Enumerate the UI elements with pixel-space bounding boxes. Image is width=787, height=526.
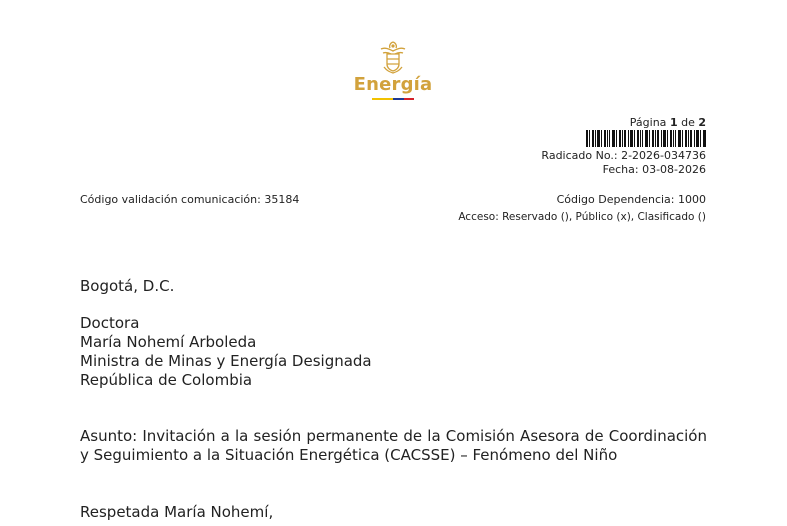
page-counter: [630, 116, 706, 129]
page-label: Página: [629, 116, 667, 129]
city-line: Bogotá, D.C.: [80, 277, 175, 295]
coat-of-arms-icon: [377, 40, 409, 74]
validation-code: Código validación comunicación: 35184: [80, 193, 300, 206]
barcode: [586, 130, 706, 147]
radicado-number: Radicado No.: 2-2026-034736: [541, 149, 706, 162]
addressee-block: [80, 314, 372, 390]
document-date: Fecha: 03-08-2026: [602, 163, 706, 176]
page-current: 1: [669, 116, 678, 129]
salutation: Respetada María Nohemí,: [80, 503, 274, 521]
flag-yellow: [372, 98, 393, 100]
addressee-name: María Nohemí Arboleda: [80, 333, 257, 351]
addressee-position: Ministra de Minas y Energía Designada: [80, 352, 372, 370]
flag-blue: [393, 98, 404, 100]
brand-name: Energía: [353, 74, 433, 95]
header-logo: [353, 40, 433, 100]
dependency-code: Código Dependencia: 1000: [556, 193, 706, 206]
addressee-title: Doctora: [80, 314, 140, 332]
subject-line: Asunto: Invitación a la sesión permanente de la Comisión Asesora de Coordinación y Seguimiento a la Situación Energética (CACSSE) – Fenómeno del Niño: [80, 427, 707, 464]
access-level: Acceso: Reservado (), Público (x), Clasificado (): [458, 211, 706, 223]
flag-red: [404, 98, 415, 100]
flag-stripe: [372, 98, 414, 100]
addressee-country: República de Colombia: [80, 371, 253, 389]
page-total: 2: [698, 116, 706, 129]
page-of: de: [681, 116, 695, 129]
